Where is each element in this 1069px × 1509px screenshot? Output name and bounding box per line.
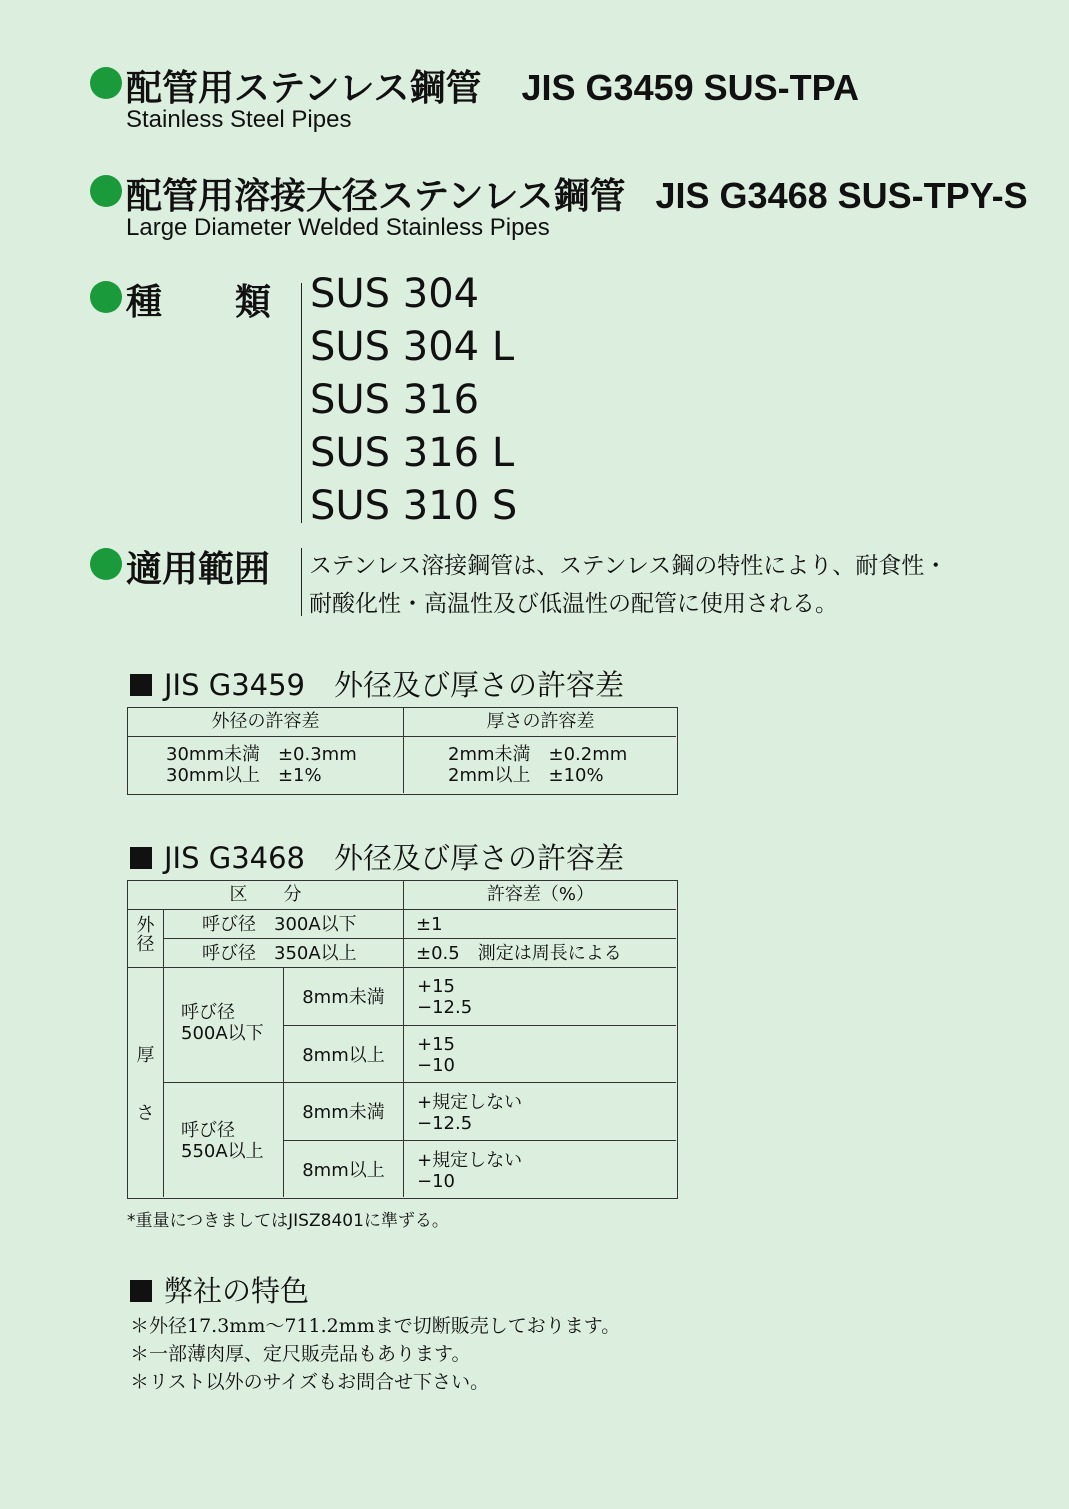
wt-label-top: 厚 — [136, 1045, 155, 1066]
wt-condition: 8mm未満 — [302, 987, 385, 1008]
table-cell: 2mm以上 ±10% — [448, 765, 604, 786]
wt-tolerance — [417, 1092, 522, 1134]
scope-divider — [301, 548, 302, 616]
features-list — [130, 1312, 620, 1396]
features-heading — [130, 1269, 309, 1310]
grade-item: SUS 316 — [310, 377, 480, 423]
table-1-header-wt: 厚さの許容差 — [486, 711, 595, 732]
bullet-icon — [90, 67, 122, 99]
title-1-jis: JIS G3459 SUS-TPA — [521, 67, 859, 108]
bullet-icon — [90, 281, 122, 313]
table-cell: 径 — [136, 934, 155, 955]
types-divider — [301, 283, 302, 523]
table-2-heading-text: JIS G3468 外径及び厚さの許容差 — [164, 841, 625, 875]
grade-item: SUS 310 S — [310, 483, 518, 529]
od-label — [128, 916, 163, 954]
wt-size-group — [181, 1120, 264, 1162]
title-1 — [126, 60, 859, 111]
title-2 — [126, 168, 1028, 219]
features-heading-text: 弊社の特色 — [164, 1274, 310, 1308]
table-cell: −12.5 — [417, 1113, 473, 1134]
table-cell: 2mm未満 ±0.2mm — [448, 744, 628, 765]
table-cell: 外 — [136, 915, 155, 936]
table-cell: +規定しない — [417, 1150, 523, 1171]
scope-line: ステンレス溶接鋼管は、ステンレス鋼の特性により、耐食性・ — [309, 553, 948, 579]
wt-condition: 8mm以上 — [302, 1045, 385, 1066]
title-1-ja: 配管用ステンレス鋼管 — [126, 68, 482, 109]
wt-condition: 8mm未満 — [302, 1102, 385, 1123]
grade-item: SUS 304 — [310, 271, 480, 317]
table-cell: −10 — [417, 1171, 455, 1192]
title-2-jis: JIS G3468 SUS-TPY-S — [655, 175, 1028, 216]
table-2-header-tolerance: 許容差（%） — [486, 884, 595, 905]
table-cell: 550A以上 — [181, 1141, 264, 1162]
title-2-ja: 配管用溶接大径ステンレス鋼管 — [126, 176, 626, 217]
wt-condition: 8mm以上 — [302, 1160, 385, 1181]
table-1-header-od: 外径の許容差 — [211, 711, 320, 732]
table-cell: 30mm未満 ±0.3mm — [166, 744, 357, 765]
title-1-en: Stainless Steel Pipes — [126, 106, 352, 133]
table-2-header-category: 区 分 — [229, 884, 302, 905]
title-2-en: Large Diameter Welded Stainless Pipes — [126, 214, 550, 241]
table-cell: +15 — [417, 976, 455, 997]
wt-tolerance — [417, 1034, 455, 1076]
table-1-heading — [130, 663, 624, 704]
wt-tolerance — [417, 976, 472, 1018]
od-row-value: ±0.5 測定は周長による — [416, 943, 622, 964]
grade-item: SUS 304 L — [310, 324, 515, 370]
grade-list — [310, 268, 517, 533]
wt-tolerance — [417, 1150, 522, 1192]
feature-item: ＊外径17.3mm〜711.2mmまで切断販売しております。 — [130, 1315, 621, 1337]
table-2-heading — [130, 836, 624, 877]
table-cell: 呼び径 — [181, 1120, 235, 1141]
scope-text — [309, 547, 947, 623]
table-cell: −12.5 — [417, 997, 473, 1018]
od-row-label: 呼び径 350A以上 — [202, 943, 357, 964]
square-bullet-icon — [130, 1280, 152, 1302]
table-cell: +規定しない — [417, 1092, 523, 1113]
table-1-heading-text: JIS G3459 外径及び厚さの許容差 — [164, 668, 625, 702]
feature-item: ＊一部薄肉厚、定尺販売品もあります。 — [130, 1343, 471, 1365]
od-row-label: 呼び径 300A以下 — [202, 914, 357, 935]
table-cell: −10 — [417, 1055, 455, 1076]
feature-item: ＊リスト以外のサイズもお問合せ下さい。 — [130, 1371, 490, 1393]
scope-label: 適用範囲 — [126, 549, 271, 590]
table-cell: +15 — [417, 1034, 455, 1055]
table-1 — [127, 707, 678, 795]
weight-note: *重量につきましてはJISZ8401に準ずる。 — [127, 1211, 449, 1231]
od-row-value: ±1 — [416, 914, 443, 935]
wt-label-bottom: さ — [136, 1103, 155, 1124]
wt-size-group — [181, 1002, 264, 1044]
bullet-icon — [90, 548, 122, 580]
bullet-icon — [90, 175, 122, 207]
types-label-b: 類 — [235, 282, 272, 323]
table-cell: 500A以下 — [181, 1023, 264, 1044]
table-2 — [127, 880, 678, 1199]
table-1-od-values — [166, 744, 357, 786]
scope-line: 耐酸化性・高温性及び低温性の配管に使用される。 — [309, 591, 838, 617]
table-1-wt-values — [448, 744, 627, 786]
grade-item: SUS 316 L — [310, 430, 515, 476]
types-label-a: 種 — [126, 282, 163, 323]
table-cell: 30mm以上 ±1% — [166, 765, 322, 786]
table-cell: 呼び径 — [181, 1002, 235, 1023]
square-bullet-icon — [130, 847, 152, 869]
square-bullet-icon — [130, 674, 152, 696]
